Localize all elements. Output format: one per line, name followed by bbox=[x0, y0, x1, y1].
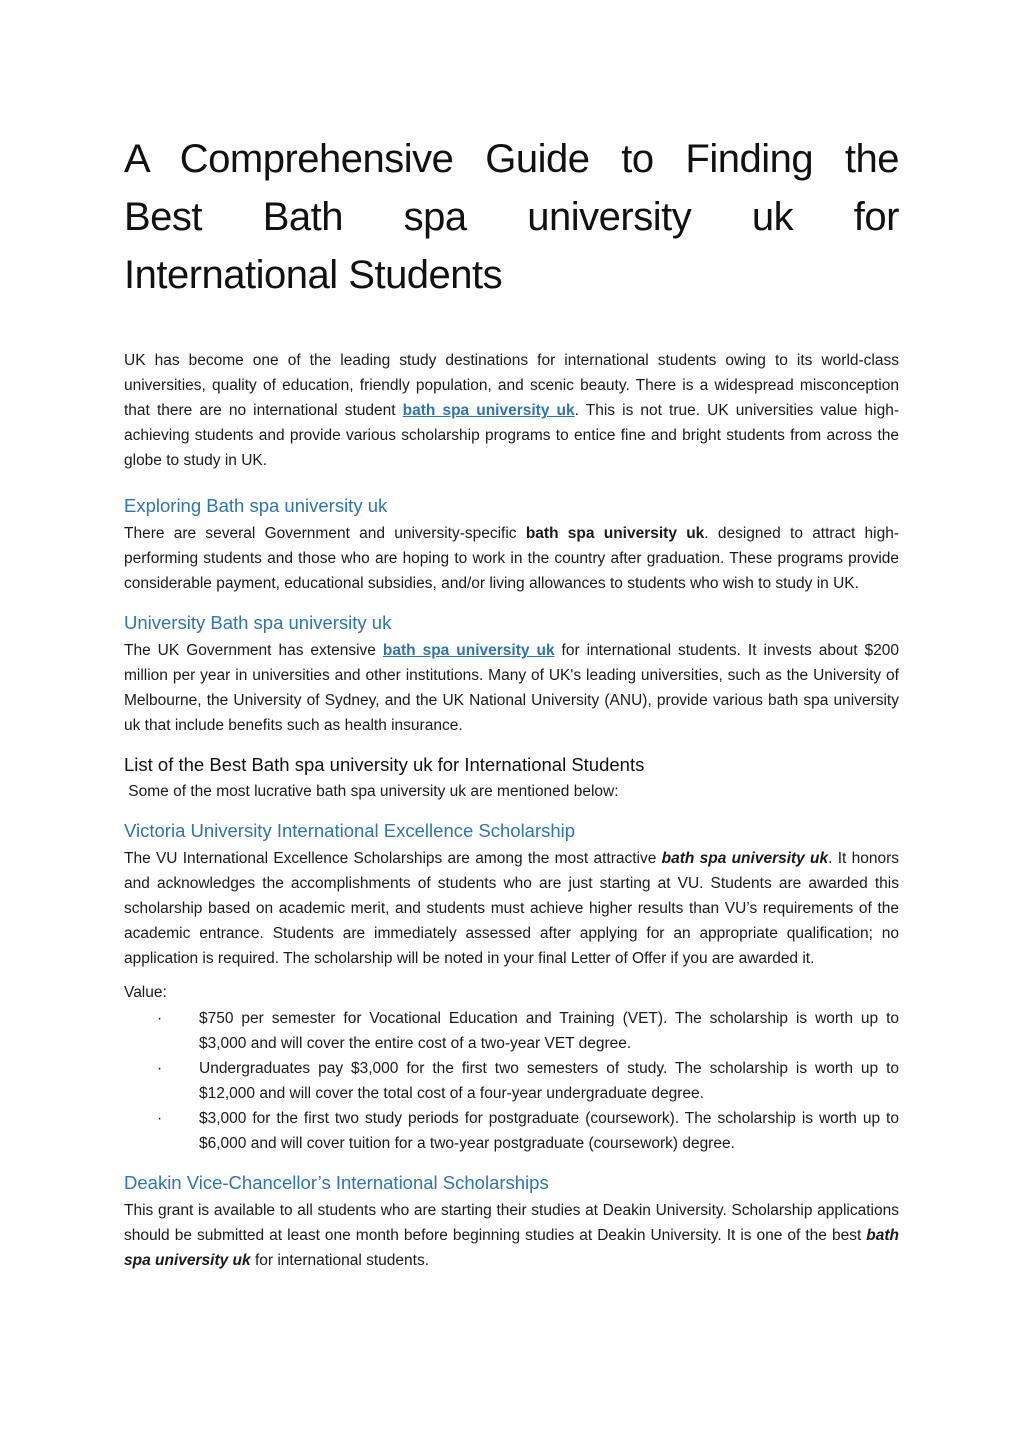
value-label: Value: bbox=[124, 984, 167, 1001]
section-university bbox=[124, 610, 899, 738]
intro-link[interactable]: bath spa university uk bbox=[402, 402, 575, 419]
section-list bbox=[124, 752, 899, 804]
university-text-start: The UK Government has extensive bbox=[124, 642, 383, 659]
document-page bbox=[124, 130, 899, 1287]
section-deakin bbox=[124, 1170, 899, 1273]
exploring-paragraph bbox=[124, 521, 899, 596]
deakin-paragraph bbox=[124, 1198, 899, 1273]
heading-victoria: Victoria University International Excellence Scholarship bbox=[124, 820, 576, 841]
title-line-2: Best Bath spa university uk for bbox=[124, 195, 899, 239]
intro-text-end: . This is not true. UK universities value high-achieving students and provide various scholarship programs to entice fine and bright students from across the globe to study in UK. bbox=[124, 402, 899, 469]
page-title bbox=[124, 130, 899, 304]
exploring-bold-term: bath spa university uk bbox=[525, 525, 705, 542]
list-item bbox=[124, 1106, 899, 1156]
deakin-bold-term: bath spa university uk bbox=[124, 1227, 899, 1269]
university-text-end: for international students. It invests about $200 million per year in universities and other institutions. Many of UK's leading universities, such as the University of Melbourne, the University of Sydney, and the UK National University (ANU), provide various bath spa university uk that include benefits such as health insurance. bbox=[124, 642, 899, 734]
bullet-icon: · bbox=[157, 1010, 163, 1027]
value-list bbox=[124, 1006, 899, 1156]
victoria-text-start: The VU International Excellence Scholarships are among the most attractive bbox=[124, 850, 662, 867]
university-paragraph bbox=[124, 638, 899, 738]
heading-university: University Bath spa university uk bbox=[124, 612, 392, 633]
value-item-text: Undergraduates pay $3,000 for the first two semesters of study. The scholarship is worth up to $12,000 and will cover the total cost of a four-year undergraduate degree. bbox=[199, 1060, 899, 1102]
victoria-paragraph bbox=[124, 846, 899, 971]
value-item-text: $750 per semester for Vocational Education and Training (VET). The scholarship is worth up to $3,000 and will cover the entire cost of a two-year VET degree. bbox=[199, 1010, 899, 1052]
heading-exploring: Exploring Bath spa university uk bbox=[124, 495, 388, 516]
victoria-text-end: . It honors and acknowledges the accomplishments of students who are just starting at VU. Students are awarded this scholarship based on academic merit, and students must achieve higher results than VU’s requirements of the academic entrance. Students are immediately assessed after applying for an appropriate qualification; no application is required. The scholarship will be noted in your final Letter of Offer if you are awarded it. bbox=[124, 850, 899, 967]
intro-text-start: UK has become one of the leading study destinations for international students owing to its world-class universities, quality of education, friendly population, and scenic beauty. There is a widespread misconception that there are no international student bbox=[124, 352, 899, 419]
title-line-1: A Comprehensive Guide to Finding the bbox=[124, 137, 899, 181]
list-item bbox=[124, 1006, 899, 1056]
deakin-text-start: This grant is available to all students who are starting their studies at Deakin University. Scholarship applications should be submitted at least one month before beginning studies at Deakin University. It is one of the best bbox=[124, 1202, 899, 1244]
exploring-text-end: . designed to attract high-performing students and those who are hoping to work in the country after graduation. These programs provide considerable payment, educational subsidies, and/or living allowances to students who wish to study in UK. bbox=[124, 525, 899, 592]
university-link[interactable]: bath spa university uk bbox=[382, 642, 555, 659]
heading-list: List of the Best Bath spa university uk for International Students bbox=[124, 754, 645, 775]
section-victoria bbox=[124, 818, 899, 1156]
section-exploring bbox=[124, 493, 899, 596]
heading-deakin: Deakin Vice-Chancellor’s International Scholarships bbox=[124, 1172, 549, 1193]
bullet-icon: · bbox=[157, 1110, 163, 1127]
title-line-3: International Students bbox=[124, 253, 503, 297]
list-item bbox=[124, 1056, 899, 1106]
intro-paragraph bbox=[124, 348, 899, 473]
deakin-text-end: for international students. bbox=[250, 1252, 429, 1269]
bullet-icon: · bbox=[157, 1060, 163, 1077]
list-paragraph: Some of the most lucrative bath spa university uk are mentioned below: bbox=[124, 783, 619, 800]
value-item-text: $3,000 for the first two study periods for postgraduate (coursework). The scholarship is worth up to $6,000 and will cover tuition for a two-year postgraduate (coursework) degree. bbox=[199, 1110, 899, 1152]
victoria-bold-term: bath spa university uk bbox=[661, 850, 829, 867]
exploring-text-start: There are several Government and university-specific bbox=[124, 525, 526, 542]
